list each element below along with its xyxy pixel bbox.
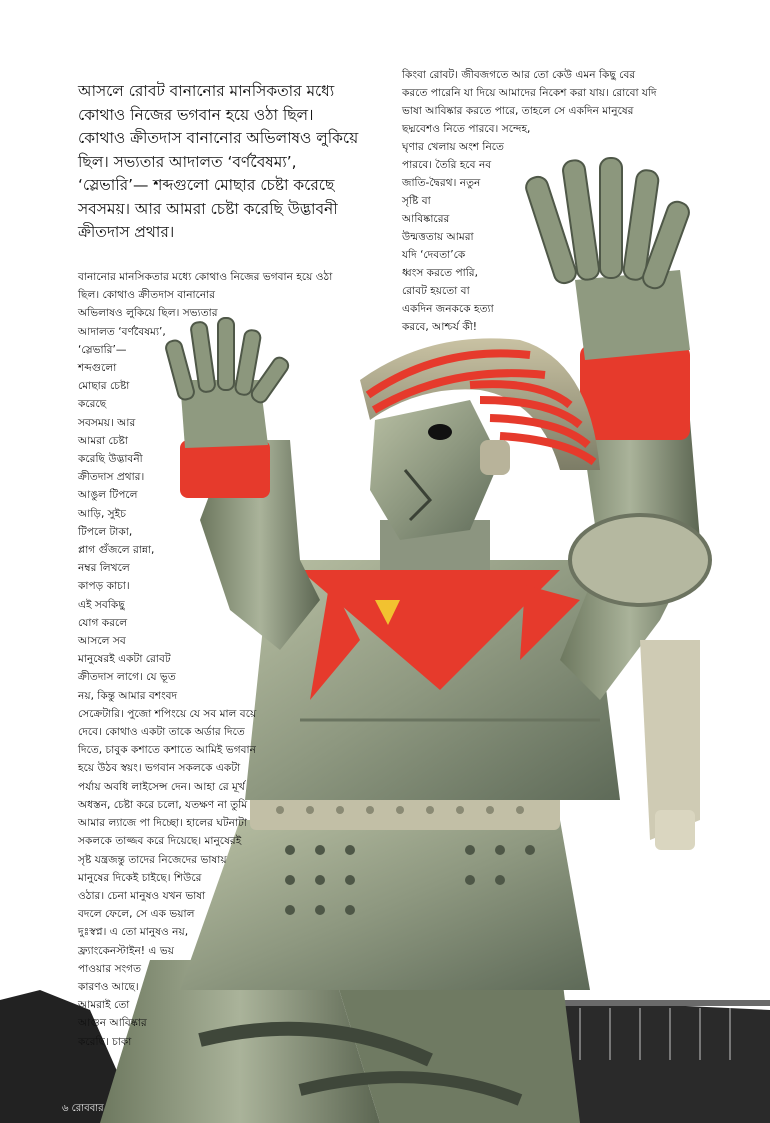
- body-line: করবে, আশ্চর্য কী!: [402, 321, 478, 333]
- body-line: ছদ্মবেশও নিতে পারবে। সন্দেহ,: [402, 123, 531, 135]
- body-line: আমরাই তো: [78, 999, 130, 1012]
- article-left-column: [78, 268, 378, 1051]
- body-line: আসলে সব: [78, 635, 126, 648]
- body-line: রোবট হয়তো বা: [402, 285, 470, 297]
- robot-face: [370, 400, 500, 540]
- body-line: পাওয়ার সংগত: [78, 962, 142, 975]
- body-line: এই সবকিছু: [78, 598, 125, 611]
- body-line: করেছি উদ্ভাবনী: [78, 453, 143, 466]
- body-line: দেবে। কোথাও একটা তাকে অর্ডার দিতে: [78, 726, 245, 739]
- body-line: সৃষ্টি বা: [402, 195, 431, 207]
- body-line: যোগ করলে: [78, 616, 128, 629]
- body-line: কিংবা রোবট। জীবজগতে আর তো কেউ এমন কিছু বের: [402, 69, 636, 81]
- body-line: অধস্তন, চেষ্টা করে চলো, যতক্ষণ না তুমি: [78, 798, 248, 811]
- body-line: সেক্রেটারি। পুজো শপিংয়ে যে সব মাল বয়ে: [78, 707, 257, 720]
- body-line: মানুষের দিকেই চাইছে। শিউরে: [78, 871, 202, 884]
- page-footer: ৬ রোববার: [62, 1103, 104, 1114]
- pull-quote-line: কোথাও ক্রীতদাস বানানোর অভিলাষও লুকিয়ে: [78, 129, 359, 147]
- body-line: উন্মত্ততায় আমরা: [402, 231, 474, 243]
- body-line: ছিল। কোথাও ক্রীতদাস বানানোর: [78, 289, 216, 302]
- body-line: দিতে, চাবুক কশাতে কশাতে আমিই ভগবান: [78, 744, 256, 757]
- pull-quote-line: আসলে রোবট বানানোর মানসিকতার মধ্যে: [78, 82, 335, 100]
- body-line: একদিন জনককে হত্যা: [402, 303, 494, 315]
- body-line: অভিলাষও লুকিয়ে ছিল। সভ্যতার: [78, 307, 218, 320]
- body-line: ধ্বংস করতে পারি,: [402, 267, 478, 279]
- body-line: টিপলে টাকা,: [78, 525, 133, 538]
- body-line: সবসময়। আর: [78, 416, 136, 429]
- body-line: করেছে: [78, 398, 107, 411]
- body-line: ভাষা আবিষ্কার করতে পারে, তাহলে সে একদিন মানুষের: [402, 105, 634, 117]
- body-line: সৃষ্ট যন্ত্রজন্তু তাদের নিজেদের ভাষায়: [78, 853, 227, 866]
- body-line: কারণও আছে।: [78, 980, 139, 993]
- body-line: বানানোর মানসিকতার মধ্যে কোথাও নিজের ভগবান হয়ে ওঠা: [78, 271, 333, 283]
- robot-eye: [428, 424, 452, 440]
- pull-quote: [78, 80, 408, 245]
- body-line: আবিষ্কারের: [402, 213, 450, 225]
- body-line: যদি ‘দেবতা’কে: [402, 249, 466, 261]
- body-line: করতে পারেনি যা দিয়ে আমাদের নিকেশ করা যায়। রোবো যদি: [402, 87, 657, 99]
- article-right-column: [402, 66, 722, 336]
- pull-quote-line: সবসময়। আর আমরা চেষ্টা করেছি উদ্ভাবনী: [78, 199, 338, 218]
- body-line: দুঃস্বপ্ন। এ তো মানুষও নয়,: [78, 926, 189, 939]
- right-wrist-band: [580, 345, 690, 440]
- pull-quote-line: কোথাও নিজের ভগবান হয়ে ওঠা ছিল।: [78, 105, 314, 124]
- body-line: ফ্র্যাংকেনস্টাইন! এ ভয়: [78, 944, 174, 957]
- body-line: নম্বর লিখলে: [78, 562, 130, 575]
- body-line: মানুষেরই একটা রোবট: [78, 653, 171, 666]
- body-line: নয়, কিন্তু আমার বশংবদ: [78, 689, 178, 702]
- body-line: ক্রীতদাস প্রথার।: [78, 471, 145, 484]
- body-line: জাতি-দ্বৈরথ। নতুন: [402, 177, 481, 189]
- body-line: বদলে ফেলে, সে এক ভয়াল: [78, 908, 195, 921]
- body-line: আগুন আবিষ্কার: [78, 1017, 147, 1030]
- body-line: ওঠার। চেনা মানুষও যখন ভাষা: [78, 889, 206, 902]
- body-line: আঙুল টিপলে: [78, 489, 138, 502]
- body-line: ঘৃণার খেলায় অংশ নিতে: [402, 141, 504, 153]
- body-line: কাপড় কাচা।: [78, 580, 130, 593]
- pull-quote-line: ছিল। সভ্যতার আদালত ‘বর্ণবৈষম্য’,: [78, 152, 297, 171]
- body-line: সকলকে তাজ্জব করে দিয়েছে। মানুষেরই: [78, 835, 242, 848]
- pull-quote-line: ‘স্লেভারি’— শব্দগুলো মোছার চেষ্টা করেছে: [78, 176, 335, 194]
- body-line: প্লাগ গুঁজলে রান্না,: [78, 544, 155, 557]
- body-line: পারবে। তৈরি হবে নব: [402, 159, 492, 171]
- body-line: ‘স্লেভারি’—: [78, 343, 127, 356]
- body-line: ক্রীতদাস লাগে। যে ভূত: [78, 671, 176, 684]
- body-line: আমরা চেষ্টা: [78, 434, 128, 447]
- pull-quote-line: ক্রীতদাস প্রথার।: [78, 223, 175, 241]
- body-line: শব্দগুলো: [78, 362, 117, 375]
- body-line: মোছার চেষ্টা: [78, 380, 130, 393]
- body-line: পর্যায় অবধি লাইসেন্স দেন। আহা রে মূর্খ: [78, 780, 245, 793]
- body-line: আমার ল্যাজে পা দিচ্ছো। হালের ঘটনাটা: [78, 817, 247, 830]
- body-line: হয়ে উঠব স্বয়ং। ভগবান সকলকে একটা: [78, 762, 241, 775]
- body-line: আড়ি, সুইচ: [78, 507, 126, 520]
- body-line: করেছি। চাকা: [78, 1035, 132, 1048]
- body-line: আদালত ‘বর্ণবৈষম্য’,: [78, 325, 166, 338]
